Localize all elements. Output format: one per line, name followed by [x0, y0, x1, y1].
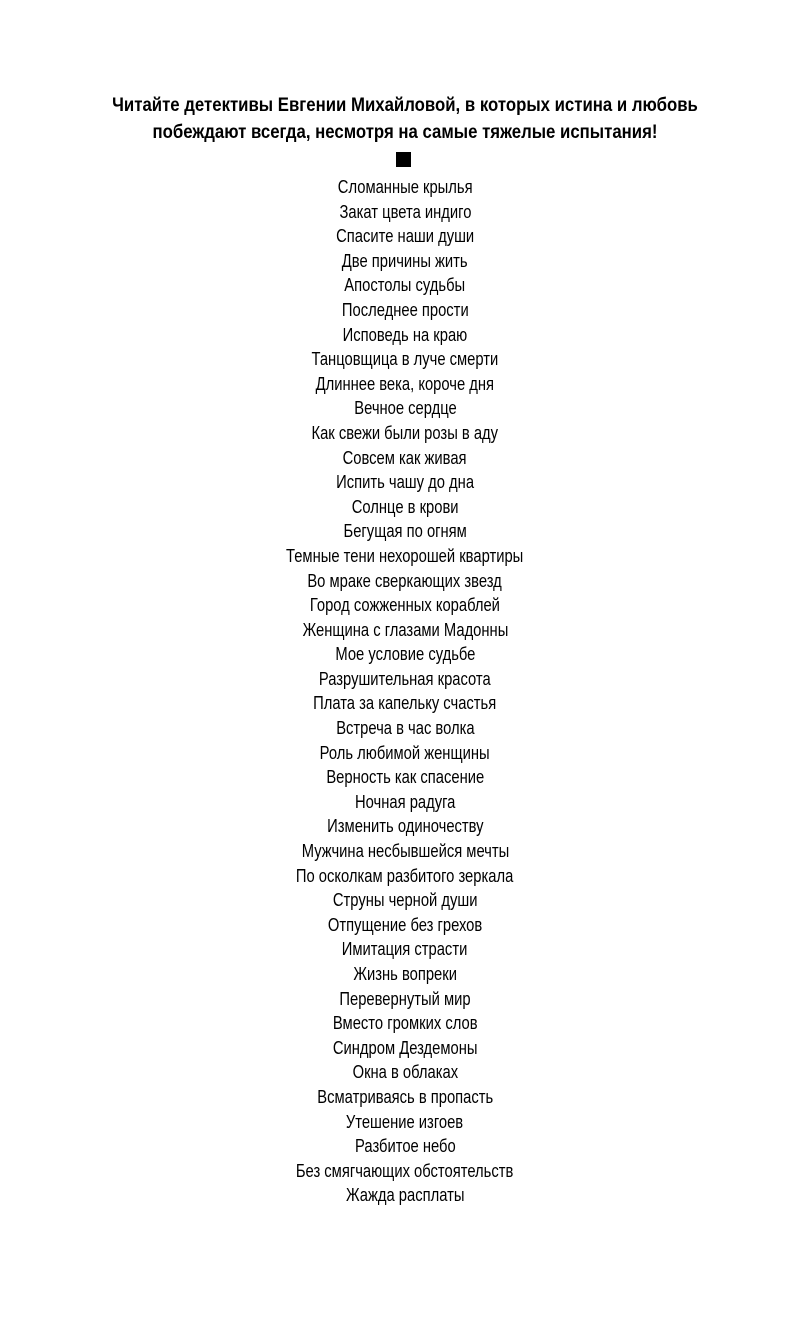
book-title-text: Окна в облаках [352, 1062, 458, 1083]
book-title-list [0, 175, 810, 1208]
book-title-item [0, 470, 810, 495]
book-title-text: Закат цвета индиго [339, 201, 471, 222]
book-title-text: Мое условие судьбе [334, 644, 476, 665]
book-title-text: Струны черной души [332, 890, 478, 911]
book-title-text: Мужчина несбывшейся мечты [301, 841, 509, 862]
book-title-item [0, 249, 810, 274]
book-title-item [0, 372, 810, 397]
book-title-text: Темные тени нехорошей квартиры [286, 545, 524, 566]
book-title-item [0, 396, 810, 421]
book-title-item [0, 642, 810, 667]
book-title-text: Солнце в крови [351, 496, 459, 517]
book-title-text: Имитация страсти [342, 939, 468, 960]
book-title-text: Разбитое небо [354, 1136, 456, 1157]
book-title-text: Перевернутый мир [339, 988, 471, 1009]
book-title-item [0, 421, 810, 446]
book-title-text: Длиннее века, короче дня [315, 373, 495, 394]
book-title-text: Как свежи были розы в аду [311, 422, 499, 443]
book-title-text: Верность как спасение [326, 767, 484, 788]
book-title-item [0, 347, 810, 372]
book-title-item [0, 323, 810, 348]
book-title-text: Плата за капельку счастья [313, 693, 497, 714]
book-title-text: Вместо громких слов [332, 1013, 478, 1034]
book-title-item [0, 937, 810, 962]
book-title-item [0, 593, 810, 618]
book-title-text: Женщина с глазами Мадонны [302, 619, 508, 640]
book-title-text: Испить чашу до дна [336, 472, 474, 493]
book-title-text: Танцовщица в луче смерти [311, 349, 499, 370]
book-title-text: Жажда расплаты [345, 1185, 465, 1206]
book-title-text: Отпущение без грехов [327, 914, 483, 935]
book-title-item [0, 224, 810, 249]
book-title-item [0, 1110, 810, 1135]
black-square-icon [396, 152, 411, 167]
book-title-item [0, 1134, 810, 1159]
book-title-item [0, 519, 810, 544]
page-heading [57, 92, 754, 146]
book-title-text: Изменить одиночеству [326, 816, 484, 837]
book-title-item [0, 716, 810, 741]
book-title-item [0, 298, 810, 323]
book-title-item [0, 741, 810, 766]
book-title-text: Спасите наши души [335, 226, 475, 247]
book-title-text: Город сожженных кораблей [309, 595, 501, 616]
book-title-text: Роль любимой женщины [320, 742, 490, 763]
book-title-item [0, 1085, 810, 1110]
book-title-item [0, 765, 810, 790]
book-title-item [0, 1183, 810, 1208]
book-title-item [0, 790, 810, 815]
book-title-item [0, 667, 810, 692]
book-title-item [0, 1011, 810, 1036]
book-title-item [0, 1036, 810, 1061]
book-title-item [0, 495, 810, 520]
heading-line-2: побеждают всегда, несмотря на самые тяжелые испытания! [152, 121, 658, 143]
book-title-text: Ночная радуга [354, 791, 456, 812]
book-title-text: Утешение изгоев [346, 1111, 464, 1132]
book-title-text: Жизнь вопреки [353, 964, 457, 984]
book-title-item [0, 1159, 810, 1184]
book-title-item [0, 691, 810, 716]
book-title-text: Две причины жить [342, 250, 468, 271]
book-title-text: Сломанные крылья [337, 177, 473, 197]
book-title-item [0, 962, 810, 987]
book-title-text: Апостолы судьбы [344, 275, 466, 296]
book-title-text: Совсем как живая [343, 447, 467, 468]
book-title-item [0, 446, 810, 471]
book-title-text: Вечное сердце [353, 398, 457, 419]
book-title-text: Встреча в час волка [335, 718, 475, 739]
heading-line-1: Читайте детективы Евгении Михайловой, в которых истина и любовь [112, 94, 698, 116]
book-title-text: Всматриваясь в пропасть [317, 1086, 493, 1107]
book-title-item [0, 987, 810, 1012]
book-title-text: Бегущая по огням [343, 521, 467, 542]
book-title-item [0, 175, 810, 200]
book-title-text: По осколкам разбитого зеркала [296, 865, 514, 886]
book-title-text: Во мраке сверкающих звезд [307, 570, 503, 591]
book-title-item [0, 839, 810, 864]
book-title-text: Последнее прости [341, 299, 469, 320]
book-title-text: Синдром Дездемоны [332, 1037, 478, 1058]
book-title-item [0, 814, 810, 839]
book-title-text: Исповедь на краю [342, 324, 468, 345]
book-title-item [0, 200, 810, 225]
book-title-text: Без смягчающих обстоятельств [296, 1160, 514, 1181]
book-title-item [0, 544, 810, 569]
book-title-item [0, 888, 810, 913]
book-title-item [0, 1060, 810, 1085]
book-title-item [0, 864, 810, 889]
book-title-text: Разрушительная красота [319, 668, 491, 689]
book-title-item [0, 618, 810, 643]
book-title-item [0, 569, 810, 594]
book-title-item [0, 273, 810, 298]
book-title-item [0, 913, 810, 938]
